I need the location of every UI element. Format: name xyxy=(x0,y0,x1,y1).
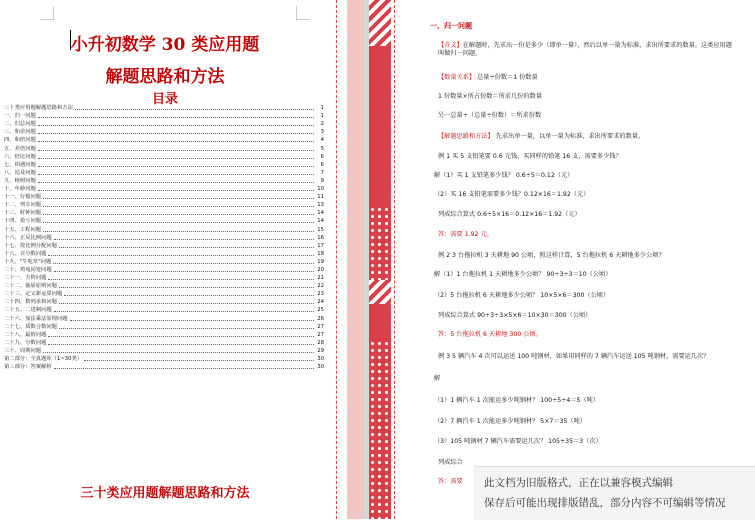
toc-row[interactable] xyxy=(4,242,324,250)
toc-page-number: 28 xyxy=(317,339,324,346)
toc-label: 三、和差问题 xyxy=(4,129,36,136)
toc-row[interactable] xyxy=(4,209,324,217)
toc-label: 三十、周期问题 xyxy=(4,347,42,354)
toc-row[interactable] xyxy=(4,201,324,209)
body-line: 答：需要 1.92 元。 xyxy=(438,231,493,238)
toc-leader-dots xyxy=(38,174,314,175)
toc-page-number: 29 xyxy=(317,347,324,354)
body-line: 例 2 3 台拖拉机 3 天耕地 90 公顷，照这样计算，5 台拖拉机 6 天耕地多少公顷？ xyxy=(438,252,665,259)
toc-label: 十、年龄问题 xyxy=(4,186,36,193)
body-line: 另一总量÷（总量÷份数）＝所求份数 xyxy=(438,112,542,119)
toc-row[interactable] xyxy=(4,298,324,306)
toc-row[interactable] xyxy=(4,234,324,242)
body-line: 解（1）买 1 支铅笔多少钱？ 0.6÷5＝0.12（元） xyxy=(434,172,574,179)
toc-leader-dots xyxy=(84,360,314,361)
toc-label: 二十三、定义新运算问题 xyxy=(4,291,63,298)
toc-leader-dots xyxy=(43,352,314,353)
toc-leader-dots xyxy=(38,141,314,142)
toc-row[interactable] xyxy=(4,177,324,185)
toc-page-number: 2 xyxy=(320,121,324,128)
toc-label: 十二、列车问题 xyxy=(4,202,42,209)
bracket-label: 【解题思路和方法】 xyxy=(438,133,494,140)
body-line: 【数量关系】 总量÷份数＝1 份数量 xyxy=(438,74,538,81)
toc-label: 二十六、加法乘法原理问题 xyxy=(4,315,68,322)
toc-leader-dots xyxy=(75,109,314,110)
toc-leader-dots xyxy=(48,255,314,256)
toc-page-number: 16 xyxy=(317,234,324,241)
toc-row[interactable] xyxy=(4,217,324,225)
toc-page-number: 15 xyxy=(317,226,324,233)
toc-page-number: 10 xyxy=(317,186,324,193)
bracket-label: 【含义】 xyxy=(438,42,463,49)
toc-label: 十三、时钟问题 xyxy=(4,210,42,217)
toc-row[interactable] xyxy=(4,193,324,201)
toc-row[interactable] xyxy=(4,314,324,322)
toc-leader-dots xyxy=(38,190,314,191)
toc-row[interactable] xyxy=(4,225,324,233)
toc-leader-dots xyxy=(59,287,314,288)
toc-heading: 目录 xyxy=(151,92,178,107)
toc-page-number: 20 xyxy=(317,266,324,273)
toc-label: 第二部分：全真题库（1~30类） xyxy=(4,356,83,362)
toc-row[interactable] xyxy=(4,144,324,152)
toc-row[interactable] xyxy=(4,282,324,290)
toc-page-number: 17 xyxy=(317,242,324,249)
body-line: 答：5 台拖拉机 6 天耕地 300 公顷。 xyxy=(438,331,542,338)
decorative-dots-middle xyxy=(369,206,391,280)
toc-page-number: 22 xyxy=(317,283,324,290)
toc-page-number: 3 xyxy=(320,129,324,136)
toc-leader-dots xyxy=(38,150,314,151)
toc-page-number: 30 xyxy=(317,364,324,371)
crop-mark-top-right xyxy=(296,6,310,20)
decorative-stripes-middle xyxy=(369,280,391,304)
toc-leader-dots xyxy=(38,133,314,134)
toc-row[interactable] xyxy=(4,331,324,339)
toc-leader-dots xyxy=(43,222,314,223)
toc-leader-dots xyxy=(38,158,314,159)
toc-row[interactable] xyxy=(4,290,324,298)
toc-label: 八、追及问题 xyxy=(4,169,36,176)
body-line: （2）7 辆汽车 1 次能运多少吨钢材？ 5×7＝35（吨） xyxy=(434,418,586,425)
toc-label: 九、植树问题 xyxy=(4,177,36,184)
toc-row[interactable] xyxy=(4,363,324,371)
body-line: （3）105 吨钢材 7 辆汽车需要运几次？ 105÷35＝3（次） xyxy=(434,438,602,445)
body-line: 解 xyxy=(434,375,441,382)
toc-row[interactable] xyxy=(4,136,324,144)
toc-page-number: 27 xyxy=(317,331,324,338)
toc-row[interactable] xyxy=(4,128,324,136)
body-line: 例 1 买 5 支铅笔要 0.6 元钱，买同样的铅笔 16 支，需要多少钱？ xyxy=(438,153,622,160)
toc-page-number: 9 xyxy=(320,177,324,184)
toc-leader-dots xyxy=(48,279,314,280)
bracket-label: 【数量关系】 xyxy=(438,74,476,81)
toc-label: 一、归一问题 xyxy=(4,113,36,120)
toc-leader-dots xyxy=(38,125,314,126)
body-line: 【解题思路和方法】 先求出单一量，以单一量为标准，求出所要求的数量。 xyxy=(438,133,645,140)
toc-page-number: 1 xyxy=(320,113,324,120)
toc-row[interactable] xyxy=(4,104,324,112)
toc-row[interactable] xyxy=(4,258,324,266)
toc-label: 第三部分：答案解析 xyxy=(4,364,52,371)
toc-leader-dots xyxy=(38,166,314,167)
toc-label: 二十五、二进制问题 xyxy=(4,307,52,314)
toc-label: 十七、按比例分配问题 xyxy=(4,242,57,249)
toc-leader-dots xyxy=(64,295,314,296)
body-line: 例 3 5 辆汽车 4 次可以运送 100 吨钢材，如果用同样的 7 辆汽车运送 105 吨钢材，需要运几次？ xyxy=(438,353,710,360)
toc-row[interactable] xyxy=(4,169,324,177)
toc-leader-dots xyxy=(38,117,314,118)
toc-page-number: 27 xyxy=(317,323,324,330)
body-line: （1）1 辆汽车 1 次能运多少吨钢材？ 100÷5÷4＝5（吨） xyxy=(434,397,600,404)
toc-leader-dots xyxy=(43,214,314,215)
toc-leader-dots xyxy=(54,271,314,272)
toc-leader-dots xyxy=(59,303,314,304)
toc-page-number: 18 xyxy=(317,250,324,257)
toc-leader-dots xyxy=(48,344,314,345)
toc-label: 六、倍比问题 xyxy=(4,153,36,160)
compatibility-notice[interactable] xyxy=(474,466,755,520)
page-edge-dashed-line-right xyxy=(394,0,395,519)
body-line: （2）买 16 支铅笔需要多少钱？0.12×16＝1.92（元） xyxy=(434,191,590,198)
page-edge-dashed-line xyxy=(336,0,337,519)
toc-label: 十四、盈亏问题 xyxy=(4,218,42,225)
toc-leader-dots xyxy=(59,328,314,329)
toc-row[interactable] xyxy=(4,339,324,347)
toc-label: 五、差倍问题 xyxy=(4,145,36,152)
toc-row[interactable] xyxy=(4,266,324,274)
toc-page-number: 6 xyxy=(320,153,324,160)
toc-leader-dots xyxy=(54,239,314,240)
toc-row[interactable] xyxy=(4,323,324,331)
toc-page-number: 11 xyxy=(317,194,324,201)
toc-page-number: 14 xyxy=(317,210,324,217)
toc-row[interactable] xyxy=(4,306,324,314)
toc-label: 七、相遇问题 xyxy=(4,161,36,168)
toc-row[interactable] xyxy=(4,250,324,258)
toc-page-number: 30 xyxy=(317,356,324,362)
toc-row[interactable] xyxy=(4,355,324,363)
toc-row[interactable] xyxy=(4,120,324,128)
toc-leader-dots xyxy=(43,206,314,207)
toc-label: 十五、工程问题 xyxy=(4,226,42,233)
toc-page-number: 19 xyxy=(317,258,324,265)
toc-row[interactable] xyxy=(4,153,324,161)
toc-row[interactable] xyxy=(4,185,324,193)
toc-leader-dots xyxy=(54,368,314,369)
right-document-page[interactable] xyxy=(398,0,755,519)
toc-page-number: 6 xyxy=(320,161,324,168)
decorative-stripes-top xyxy=(369,0,391,46)
toc-row[interactable] xyxy=(4,112,324,120)
toc-row[interactable] xyxy=(4,347,324,355)
toc-label: 三十类应用题解题思路和方法 xyxy=(4,105,73,112)
toc-label: 四、和倍问题 xyxy=(4,137,36,144)
table-of-contents xyxy=(4,104,324,371)
toc-label: 二十七、质数合数问题 xyxy=(4,323,57,330)
toc-row[interactable] xyxy=(4,161,324,169)
toc-page-number: 4 xyxy=(320,137,324,144)
toc-label: 二十八、最值问题 xyxy=(4,331,47,338)
toc-label: 二十一、方阵问题 xyxy=(4,275,47,282)
section-title: 一、归一问题 xyxy=(430,22,472,30)
toc-leader-dots xyxy=(48,336,314,337)
body-line: 列成综合算式 90÷3÷3×5×6＝10×30＝300（公顷） xyxy=(438,312,592,319)
body-line: 答：需要 xyxy=(438,478,463,485)
notice-line-1: 此文档为旧版格式，正在以兼容模式编辑 xyxy=(484,477,673,489)
toc-leader-dots xyxy=(38,182,314,183)
crop-mark-top-left xyxy=(40,6,54,20)
toc-page-number: 14 xyxy=(317,218,324,225)
toc-leader-dots xyxy=(59,247,314,248)
toc-label: 二十九、分数问题 xyxy=(4,339,47,346)
toc-label: 十一、行船问题 xyxy=(4,194,42,201)
body-line: 列成综合 xyxy=(438,459,463,466)
decorative-dots-bottom xyxy=(369,340,391,519)
toc-page-number: 26 xyxy=(317,315,324,322)
toc-page-number: 25 xyxy=(317,307,324,314)
section-heading: 三十类应用题解题思路和方法 xyxy=(80,486,250,501)
toc-leader-dots xyxy=(43,198,314,199)
document-title: 小升初数学 30 类应用题 xyxy=(70,35,260,55)
toc-leader-dots xyxy=(43,231,314,232)
toc-page-number: 24 xyxy=(317,299,324,306)
toc-label: 二十、鸡兔同笼问题 xyxy=(4,266,52,273)
toc-page-number: 7 xyxy=(320,169,324,176)
notice-line-2: 保存后可能出现排版错乱，部分内容不可编辑等情况 xyxy=(484,497,726,509)
toc-page-number: 13 xyxy=(317,202,324,209)
body-line: （2）5 台拖拉机 6 天耕地多少公顷？ 10×5×6＝300（公顷） xyxy=(434,292,610,299)
toc-page-number: 21 xyxy=(317,275,324,282)
body-line: 【含义】在解题时，先求出一份是多少（即单一量），然后以单一量为标准，求出所要求的数量。这类应用题叫做归一问题。 xyxy=(438,42,732,57)
toc-label: 十八、百分数问题 xyxy=(4,250,47,257)
toc-row[interactable] xyxy=(4,274,324,282)
body-line: 解（1）1 台拖拉机 1 天耕地多少公顷？ 90÷3÷3＝10（公顷） xyxy=(434,271,612,278)
toc-leader-dots xyxy=(53,263,314,264)
toc-page-number: 23 xyxy=(317,291,324,298)
toc-label: 二十四、数列求和问题 xyxy=(4,299,57,306)
document-subtitle: 解题思路和方法 xyxy=(105,67,225,87)
body-line: 列成综合算式 0.6÷5×16＝0.12×16＝1.92（元） xyxy=(438,211,581,218)
toc-label: 十九、"牛吃草"问题 xyxy=(4,258,52,265)
toc-page-number: 1 xyxy=(320,105,324,112)
toc-leader-dots xyxy=(70,320,314,321)
toc-page-number: 5 xyxy=(320,145,324,152)
toc-label: 十六、正反比例问题 xyxy=(4,234,52,241)
toc-leader-dots xyxy=(54,311,314,312)
toc-label: 二十二、抽屉原则问题 xyxy=(4,283,57,290)
left-document-page[interactable] xyxy=(0,0,330,519)
body-line: 1 份数量×所占份数＝所求几份的数量 xyxy=(438,93,542,100)
toc-label: 二、归总问题 xyxy=(4,121,36,128)
